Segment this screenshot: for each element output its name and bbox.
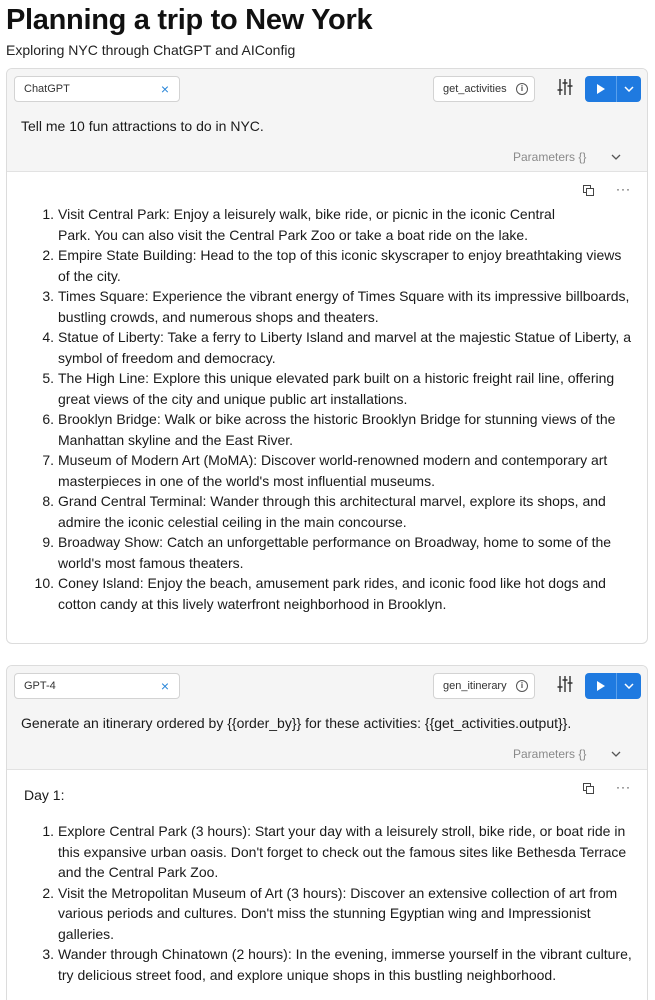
list-item bbox=[7, 573, 639, 614]
list-item-number: 5. bbox=[42, 370, 54, 386]
clear-icon[interactable]: × bbox=[160, 81, 169, 97]
list-item-number: 2. bbox=[42, 247, 54, 263]
prompt-text[interactable]: Tell me 10 fun attractions to do in NYC. bbox=[21, 118, 264, 134]
list-item-text: The High Line: Explore this unique elevated park built on a historic freight rail line, offering bbox=[58, 370, 615, 386]
play-icon bbox=[597, 681, 605, 691]
parameters-label: Parameters {} bbox=[513, 747, 587, 761]
prompt-cell-gen-itinerary bbox=[6, 665, 648, 1000]
list-item-text: various periods and cultures. Don't miss the stunning Egyptian wing and Impressionist bbox=[58, 905, 591, 921]
list-item-text: cotton candy at this lively waterfront neighborhood in Brooklyn. bbox=[58, 595, 447, 612]
chevron-down-icon bbox=[624, 683, 634, 689]
model-selector[interactable] bbox=[14, 673, 180, 699]
info-icon[interactable]: i bbox=[516, 83, 528, 95]
list-item-number: 8. bbox=[42, 493, 54, 509]
output-heading: Day 1: bbox=[24, 787, 65, 803]
list-item-text: masterpieces in one of the world's most influential museums. bbox=[58, 472, 435, 489]
run-button-group bbox=[585, 673, 641, 699]
prompt-name-input[interactable] bbox=[433, 76, 535, 102]
run-button[interactable] bbox=[585, 673, 616, 699]
prompt-cell-get-activities bbox=[6, 68, 648, 644]
list-item bbox=[7, 532, 639, 573]
parameters-toggle[interactable] bbox=[513, 747, 621, 761]
output-list bbox=[7, 821, 639, 985]
list-item-text: Visit the Metropolitan Museum of Art (3 hours): Discover an extensive collection of art from bbox=[58, 884, 618, 901]
prompt-name-text: get_activities bbox=[443, 83, 507, 95]
list-item-number: 6. bbox=[42, 411, 54, 427]
list-item-text: Manhattan skyline and the East River. bbox=[58, 431, 294, 448]
list-item-text: Visit Central Park: Enjoy a leisurely walk, bike ride, or picnic in the iconic Central bbox=[58, 206, 555, 222]
prompt-name-text: gen_itinerary bbox=[443, 680, 507, 692]
list-item-text: Wander through Chinatown (2 hours): In the evening, immerse yourself in the vibrant culture, bbox=[58, 946, 632, 962]
chevron-down-icon bbox=[624, 86, 634, 92]
list-item-text: this expansive urban oasis. Don't forget to check out the famous sites like Bethesda Terrace bbox=[58, 843, 627, 860]
list-item-text: Brooklyn Bridge: Walk or bike across the historic Brooklyn Bridge for stunning views of the bbox=[58, 411, 616, 427]
list-item bbox=[7, 409, 639, 450]
clear-icon[interactable]: × bbox=[160, 678, 169, 694]
chevron-down-icon bbox=[611, 154, 621, 160]
list-item bbox=[7, 245, 639, 286]
chevron-down-icon bbox=[611, 751, 621, 757]
list-item bbox=[7, 327, 639, 368]
output-list bbox=[7, 204, 639, 614]
list-item bbox=[7, 883, 639, 945]
list-item-number: 1. bbox=[42, 206, 54, 222]
list-item-text: Statue of Liberty: Take a ferry to Liberty Island and marvel at the majestic Statue of Liberty, a bbox=[58, 329, 632, 345]
model-name: ChatGPT bbox=[24, 83, 70, 95]
prompt-text[interactable]: Generate an itinerary ordered by {{order_by}} for these activities: {{get_activities.output}}. bbox=[21, 715, 572, 731]
page-subtitle: Exploring NYC through ChatGPT and AIConfig bbox=[6, 42, 296, 58]
list-item-text: bustling crowds, and numerous shops and theaters. bbox=[58, 308, 379, 325]
list-item-number: 4. bbox=[42, 329, 54, 345]
parameters-label: Parameters {} bbox=[513, 150, 587, 164]
list-item-text: Grand Central Terminal: Wander through this architectural marvel, explore its shops, and bbox=[58, 493, 606, 509]
list-item-text: admire the iconic celestial ceiling in the main concourse. bbox=[58, 513, 407, 530]
list-item-text: world's most famous theaters. bbox=[58, 554, 244, 571]
list-item-number: 1. bbox=[42, 823, 54, 839]
list-item-text: and the Central Park Zoo. bbox=[58, 864, 219, 880]
list-item-number: 3. bbox=[42, 288, 54, 304]
page-title: Planning a trip to New York bbox=[6, 4, 373, 36]
list-item-number: 9. bbox=[42, 534, 54, 550]
list-item-number: 7. bbox=[42, 452, 54, 468]
list-item bbox=[7, 368, 639, 409]
run-options-button[interactable] bbox=[617, 673, 641, 699]
prompt-editor bbox=[7, 69, 647, 172]
prompt-output bbox=[7, 770, 647, 1000]
list-item-number: 3. bbox=[42, 946, 54, 962]
list-item-text: Explore Central Park (3 hours): Start your day with a leisurely stroll, bike ride, or boat ride in bbox=[58, 823, 626, 839]
list-item bbox=[7, 286, 639, 327]
model-selector[interactable] bbox=[14, 76, 180, 102]
run-button-group bbox=[585, 76, 641, 102]
run-button[interactable] bbox=[585, 76, 616, 102]
list-item-text: Times Square: Experience the vibrant energy of Times Square with its impressive billboards, bbox=[58, 288, 630, 304]
prompt-output bbox=[7, 172, 647, 644]
list-item bbox=[7, 491, 639, 532]
list-item-text: Broadway Show: Catch an unforgettable performance on Broadway, home to some of the bbox=[58, 534, 612, 550]
list-item-text: of the city. bbox=[58, 267, 121, 284]
list-item-text: Park. You can also visit the Central Park Zoo or take a boat ride on the lake. bbox=[58, 226, 529, 243]
sliders-settings-icon[interactable] bbox=[557, 675, 573, 693]
list-item bbox=[7, 821, 639, 883]
more-options-icon[interactable]: ··· bbox=[616, 182, 631, 196]
list-item-number: 10. bbox=[34, 575, 54, 591]
list-item-text: symbol of freedom and democracy. bbox=[58, 349, 276, 366]
run-options-button[interactable] bbox=[617, 76, 641, 102]
play-icon bbox=[597, 84, 605, 94]
list-item-text: Coney Island: Enjoy the beach, amusement park rides, and iconic food like hot dogs and bbox=[58, 575, 606, 591]
list-item-number: 2. bbox=[42, 884, 54, 901]
prompt-editor bbox=[7, 666, 647, 770]
parameters-toggle[interactable] bbox=[513, 150, 621, 164]
list-item-text: Museum of Modern Art (MoMA): Discover world-renowned modern and contemporary art bbox=[58, 452, 608, 468]
prompt-name-input[interactable] bbox=[433, 673, 535, 699]
copy-icon[interactable] bbox=[583, 783, 594, 794]
sliders-settings-icon[interactable] bbox=[557, 78, 573, 96]
list-item bbox=[7, 944, 639, 985]
list-item-text: try delicious street food, and explore unique shops in this bustling neighborhood. bbox=[58, 966, 557, 983]
list-item-text: galleries. bbox=[58, 925, 115, 942]
list-item-text: Empire State Building: Head to the top of this iconic skyscraper to enjoy breathtaking views bbox=[58, 247, 622, 263]
list-item bbox=[7, 204, 639, 245]
model-name: GPT-4 bbox=[24, 680, 56, 692]
more-options-icon[interactable]: ··· bbox=[616, 780, 631, 794]
copy-icon[interactable] bbox=[583, 185, 594, 196]
info-icon[interactable]: i bbox=[516, 680, 528, 692]
list-item bbox=[7, 450, 639, 491]
list-item-text: great views of the city and unique public art installations. bbox=[58, 390, 408, 407]
